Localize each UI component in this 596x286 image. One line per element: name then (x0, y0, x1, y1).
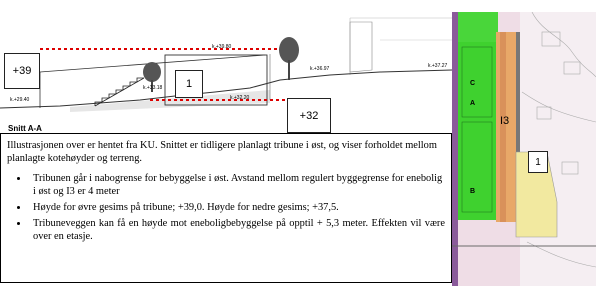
caption-bullet-list (7, 172, 445, 243)
green-field (458, 40, 496, 220)
elevation-top-box: +39 (4, 53, 40, 89)
level-label: k.+37.27 (428, 63, 448, 69)
tree-right (279, 37, 299, 80)
map-label-i3: I3 (500, 115, 510, 127)
elevation-bottom-box: +32 (287, 98, 331, 133)
caption-box (0, 133, 452, 283)
plan-map (452, 12, 596, 286)
building-number-box: 1 (175, 70, 203, 98)
level-label: k.+36.97 (310, 66, 330, 72)
map-field-letter-b: B (470, 188, 476, 195)
level-label: k.+39.80 (212, 44, 232, 50)
level-label: k.+32.20 (230, 95, 250, 101)
level-label: k.+33.18 (143, 85, 163, 91)
section-drawing (0, 0, 452, 134)
map-field-letter-c: C (470, 80, 476, 87)
section-title: Snitt A-A (8, 124, 42, 133)
caption-bullet: • Tribunen går i nabogrense for bebyggelse i øst. Avstand mellom regulert byggegrense for enebolig i øst og I3 er 4 meter (29, 172, 445, 198)
map-building-number-box: 1 (528, 151, 548, 173)
purple-zone (452, 12, 458, 286)
level-label: k.+29.40 (10, 97, 30, 103)
caption-bullet: • Tribuneveggen kan få en høyde mot eneboligbebyggelse på opptil + 5,3 meter. Effekten vil være over en etasje. (29, 217, 445, 243)
caption-bullet: • Høyde for øvre gesims på tribune; +39,0. Høyde for nedre gesims; +37,5. (29, 201, 445, 214)
caption-intro: Illustrasjonen over er hentet fra KU. Snittet er tidligere planlagt tribune i øst, og viser forholdet mellom planlagte kotehøyder og terreng. (7, 140, 437, 164)
map-field-letter-a: A (470, 100, 476, 107)
